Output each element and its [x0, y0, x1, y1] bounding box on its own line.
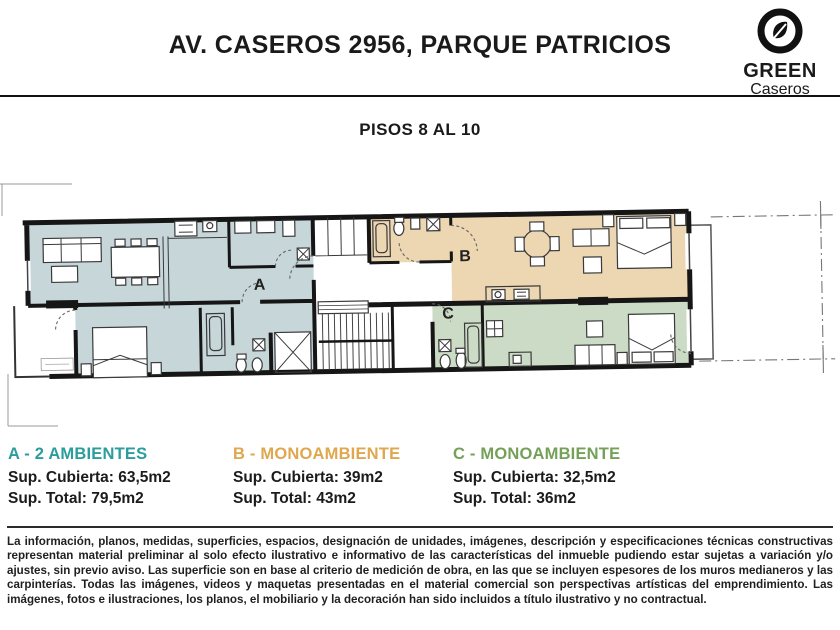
sofa-c [575, 345, 615, 366]
entry-hall [315, 255, 368, 301]
brand-logo [724, 8, 836, 98]
legend-c-total: Sup. Total: 36m2 [453, 489, 576, 507]
legend-title-a: A - 2 AMBIENTES [8, 445, 148, 463]
floor-plan [0, 154, 840, 439]
header [0, 0, 840, 97]
bottom-divider [7, 526, 833, 528]
legend-c-cubierta: Sup. Cubierta: 32,5m2 [453, 469, 616, 486]
unit-a-label: A [253, 276, 266, 294]
floors-subtitle: PISOS 8 AL 10 [359, 120, 481, 139]
wall-pillar [46, 300, 78, 309]
legend-title-b: B - MONOAMBIENTE [233, 445, 401, 463]
stair-hall [314, 304, 433, 374]
legend-unit-b [233, 445, 453, 510]
legend-a-total: Sup. Total: 79,5m2 [8, 489, 144, 507]
page-title: AV. CASEROS 2956, PARQUE PATRICIOS [168, 31, 672, 59]
legend-b-cubierta: Sup. Cubierta: 39m2 [233, 469, 383, 486]
lot-boundary-right [696, 201, 835, 375]
bed-a [93, 327, 148, 378]
legend [0, 445, 840, 510]
legal-disclaimer: La información, planos, medidas, superficies, espacios, designación de unidades, imágenes, descripción y especificaciones técnicas constructivas representan material preliminar al solo efecto ilustrativo e informativo de las características del inmueble pudiendo estar sujetas a variación y/o ajustes, sin previo aviso. Las superficie son en base al criterio de medición de obra, en las que se incluyen espesores de los muros medianeros y las carpinterías. Todas las imágenes, videos y maquetas presentadas en el material comercial son perspectivas artísticas del emprendimiento. Las imágenes, fotos e ilustraciones, los planos, el mobiliario y la decoración han sido incluidos a título ilustrativo y no contractual. [7, 534, 833, 606]
legend-b-total: Sup. Total: 43m2 [233, 489, 356, 507]
logo-brand-top: GREEN [743, 60, 817, 82]
logo-brand-bottom: Caseros [750, 81, 810, 98]
compass-leaf-icon [757, 8, 803, 54]
legend-title-c: C - MONOAMBIENTE [453, 445, 621, 463]
wall-pillar [578, 297, 608, 306]
legend-a-cubierta: Sup. Cubierta: 63,5m2 [8, 469, 171, 486]
unit-c-label: C [442, 305, 455, 323]
legend-unit-c [453, 445, 620, 510]
stove [175, 221, 197, 236]
unit-b-label: B [459, 248, 472, 266]
legend-unit-a [8, 445, 233, 510]
